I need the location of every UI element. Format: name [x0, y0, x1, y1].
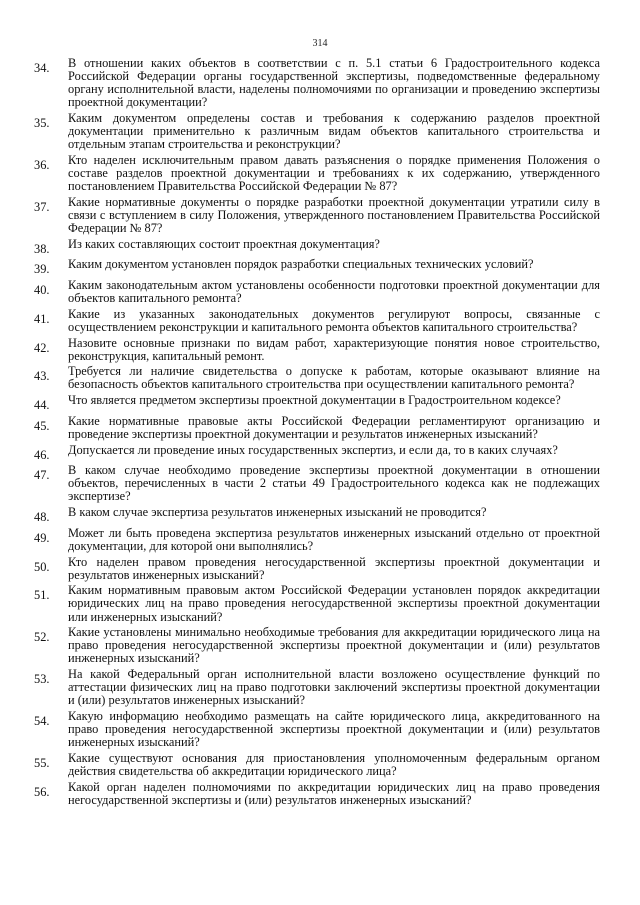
list-item	[34, 584, 600, 623]
list-item	[34, 238, 600, 256]
question-text: В каком случае экспертиза результатов инженерных изысканий не проводится?	[68, 505, 487, 520]
question-number: 44.	[34, 398, 50, 413]
question-number: 34.	[34, 61, 50, 75]
question-number: 47.	[34, 468, 50, 483]
list-item	[34, 279, 600, 305]
question-text: Может ли быть проведена экспертиза результатов инженерных изысканий отдельно от проектной документации, для которой они выполнялись?	[68, 525, 600, 553]
list-item	[34, 394, 600, 412]
question-list	[34, 57, 600, 809]
question-number: 38.	[34, 241, 50, 256]
question-text: Каким документом определены состав и требования к содержанию разделов проектной документации применительно к различным видам объектов капитального строительства и отдельным этапам строительства и реконструкции?	[68, 110, 600, 152]
list-item	[34, 668, 600, 707]
question-text: Какие нормативные правовые акты Российской Федерации регламентируют организацию и проведение экспертизы проектной документации и результатов инженерных изысканий?	[68, 413, 600, 441]
question-text: Каким нормативным правовым актом Российской Федерации установлен порядок аккредитации юридических лиц на право проведения негосударственной экспертизы проектной документации или инженерных изысканий?	[68, 583, 600, 624]
question-text: Какие установлены минимально необходимые требования для аккредитации юридического лица на право проведения негосударственной экспертизы проектной документации и (или) результатов инженерных изысканий?	[68, 625, 600, 666]
list-item	[34, 752, 600, 778]
list-item	[34, 337, 600, 363]
question-text: Назовите основные признаки по видам работ, характеризующие понятия новое строительство, реконструкция, капитальный ремонт.	[68, 335, 600, 363]
list-item	[34, 196, 600, 235]
question-text: Допускается ли проведение иных государственных экспертиз, и если да, то в каких случаях?	[68, 442, 558, 457]
list-item	[34, 308, 600, 334]
question-number: 37.	[34, 199, 50, 214]
question-number: 54.	[34, 714, 50, 728]
question-text: В отношении каких объектов в соответствии с п. 5.1 статьи 6 Градостроительного кодекса Российской Федерации органы государственной экспертизы, подведомственные федеральному органу исполнительной власти, наделены полномочиями по организации и проведению экспертизы проектной документации?	[68, 56, 600, 110]
question-number: 50.	[34, 559, 50, 574]
question-text: Какие нормативные документы о порядке разработки проектной документации утратили силу в связи с вступлением в силу Положения, утвержденного постановлением Правительства Российской Федерации № 87?	[68, 194, 600, 235]
list-item	[34, 57, 600, 109]
question-text: Какие существуют основания для приостановления уполномоченным федеральным органом действия свидетельства об аккредитации юридического лица?	[68, 750, 600, 778]
question-text: Из каких составляющих состоит проектная документация?	[68, 236, 380, 251]
list-item	[34, 365, 600, 391]
question-text: В каком случае необходимо проведение экспертизы проектной документации в отношении объектов, перечисленных в части 2 статьи 49 Градостроительного кодекса как не подлежащих экспертизе?	[68, 463, 600, 504]
question-number: 40.	[34, 282, 50, 297]
question-text: Какие из указанных законодательных документов регулируют вопросы, связанные с осуществлением реконструкции и капитального ремонта объектов капитального строительства?	[68, 306, 600, 334]
question-number: 49.	[34, 530, 50, 545]
question-text: Какой орган наделен полномочиями по аккредитации юридических лиц на право проведения негосударственной экспертизы и (или) результатов инженерных изысканий?	[68, 779, 600, 807]
question-number: 53.	[34, 672, 50, 687]
question-text: На какой Федеральный орган исполнительной власти возложено осуществление функций по аттестации физических лиц на право подготовки заключений экспертизы проектной документации и (или) результатов инженерных изысканий?	[68, 667, 600, 708]
list-item	[34, 781, 600, 807]
list-item	[34, 556, 600, 582]
list-item	[34, 710, 600, 749]
question-text: Кто наделен исключительным правом давать разъяснения о порядке применения Положения о составе разделов проектной документации и требованиях к их содержанию, утвержденного постановлением Правительства Российской Федерации № 87?	[68, 152, 600, 194]
question-number: 48.	[34, 510, 50, 525]
question-number: 46.	[34, 447, 50, 462]
list-item	[34, 415, 600, 441]
list-item	[34, 154, 600, 193]
question-number: 42.	[34, 340, 50, 355]
question-number: 45.	[34, 418, 50, 433]
question-number: 35.	[34, 115, 50, 130]
question-text: Что является предметом экспертизы проектной документации в Градостроительном кодексе?	[68, 393, 561, 408]
page-number: 314	[312, 38, 328, 49]
list-item	[34, 464, 600, 503]
question-number: 43.	[34, 369, 50, 384]
list-item	[34, 112, 600, 151]
question-text: Кто наделен правом проведения негосударственной экспертизы проектной документации и результатов инженерных изысканий?	[68, 554, 600, 582]
list-item	[34, 527, 600, 553]
question-number: 55.	[34, 755, 50, 770]
question-number: 56.	[34, 784, 50, 799]
list-item	[34, 626, 600, 665]
list-item	[34, 258, 600, 276]
question-number: 51.	[34, 588, 50, 603]
question-number: 41.	[34, 311, 50, 326]
question-text: Каким документом установлен порядок разработки специальных технических условий?	[68, 257, 534, 272]
question-text: Требуется ли наличие свидетельства о допуске к работам, которые оказывают влияние на безопасность объектов капитального строительства при осуществлении капитального ремонта?	[68, 364, 600, 392]
question-number: 39.	[34, 262, 50, 277]
question-number: 52.	[34, 630, 50, 645]
list-item	[34, 506, 600, 524]
list-item	[34, 444, 600, 462]
question-text: Каким законодательным актом установлены особенности подготовки проектной документации для объектов капитального ремонта?	[68, 277, 600, 306]
question-number: 36.	[34, 157, 50, 172]
question-text: Какую информацию необходимо размещать на сайте юридического лица, аккредитованного на право проведения негосударственной экспертизы проектной документации и (или) результатов инженерных изысканий?	[68, 709, 600, 750]
